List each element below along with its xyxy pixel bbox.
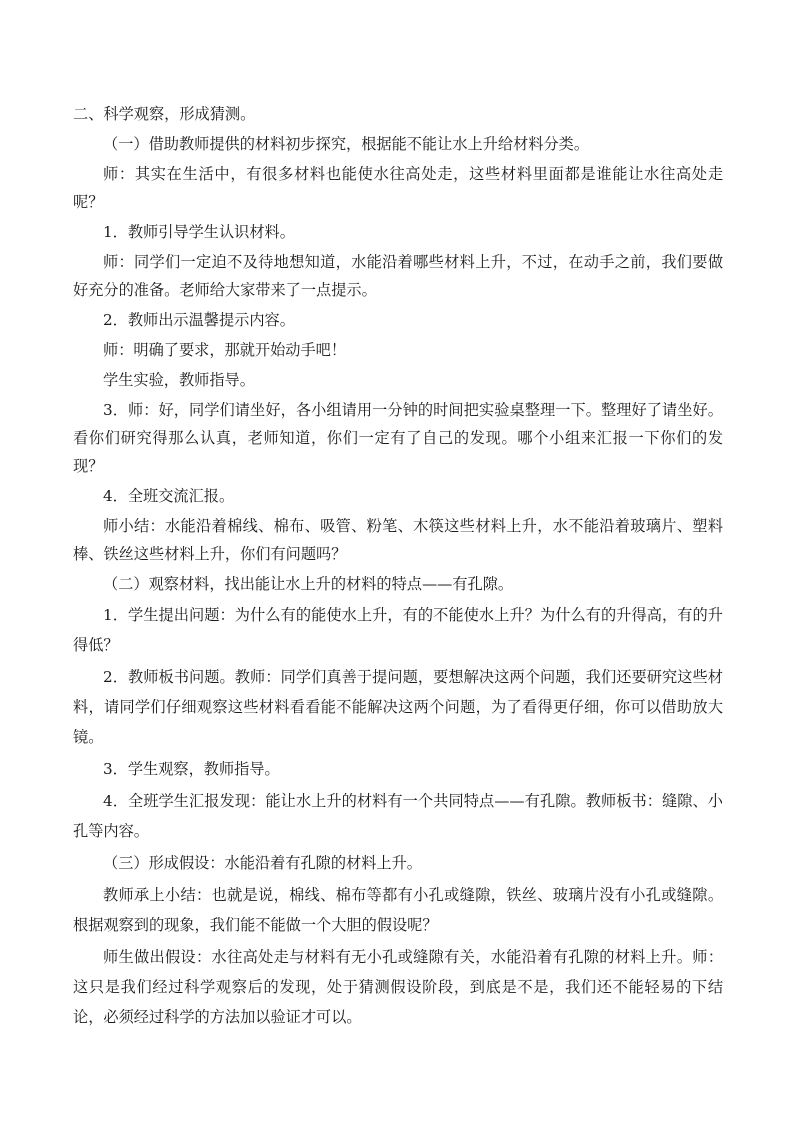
paragraph: 学生实验，教师指导。: [103, 371, 255, 389]
step-item: 1．学生提出问题：为什么有的能使水上升，有的不能使水上升？为什么有的升得高，有的升得低？: [73, 606, 723, 654]
paragraph: 师生做出假设：水往高处走与材料有无小孔或缝隙有关，水能沿着有孔隙的材料上升。师：这只是我们经过科学观察后的发现，处于猜测假设阶段，到底是不是，我们还不能轻易的下结论，必须经过科学的方法加以验证才可以。: [73, 948, 723, 1026]
paragraph: 教师承上小结：也就是说，棉线、棉布等都有小孔或缝隙，铁丝、玻璃片没有小孔或缝隙。根据观察到的现象，我们能不能做一个大胆的假设呢？: [73, 886, 723, 934]
step-item: 2．教师出示温馨提示内容。: [103, 311, 295, 329]
step-item: 3．师：好，同学们请坐好，各小组请用一分钟的时间把实验桌整理一下。整理好了请坐好。看你们研究得那么认真，老师知道，你们一定有了自己的发现。哪个小组来汇报一下你们的发现？: [73, 401, 723, 475]
subsection-heading-1: （一）借助教师提供的材料初步探究，根据能不能让水上升给材料分类。: [103, 135, 589, 153]
subsection-heading-3: （三）形成假设：水能沿着有孔隙的材料上升。: [103, 854, 422, 872]
step-item: 3．学生观察，教师指导。: [103, 760, 280, 778]
document-body: [73, 100, 723, 1034]
subsection-heading-2: （二）观察材料，找出能让水上升的材料的特点——有孔隙。: [103, 575, 514, 593]
step-item: 4．全班交流汇报。: [103, 487, 235, 505]
paragraph: 师：明确了要求，那就开始动手吧！: [103, 341, 346, 359]
paragraph: 师小结：水能沿着棉线、棉布、吸管、粉笔、木筷这些材料上升，水不能沿着玻璃片、塑料棒、铁丝这些材料上升，你们有问题吗？: [73, 517, 723, 563]
section-heading: 二、科学观察，形成猜测。: [73, 105, 256, 123]
paragraph: 师：同学们一定迫不及待地想知道，水能沿着哪些材料上升，不过，在动手之前，我们要做好充分的准备。老师给大家带来了一点提示。: [73, 253, 723, 299]
paragraph: 师：其实在生活中，有很多材料也能使水往高处走，这些材料里面都是谁能让水往高处走呢？: [73, 165, 723, 211]
step-item: 4．全班学生汇报发现：能让水上升的材料有一个共同特点——有孔隙。教师板书：缝隙、小孔等内容。: [73, 792, 723, 840]
step-item: 1．教师引导学生认识材料。: [103, 223, 295, 241]
step-item: 2．教师板书问题。教师：同学们真善于提问题，要想解决这两个问题，我们还要研究这些材料，请同学们仔细观察这些材料看看能不能解决这两个问题，为了看得更仔细，你可以借助放大镜。: [73, 668, 723, 746]
